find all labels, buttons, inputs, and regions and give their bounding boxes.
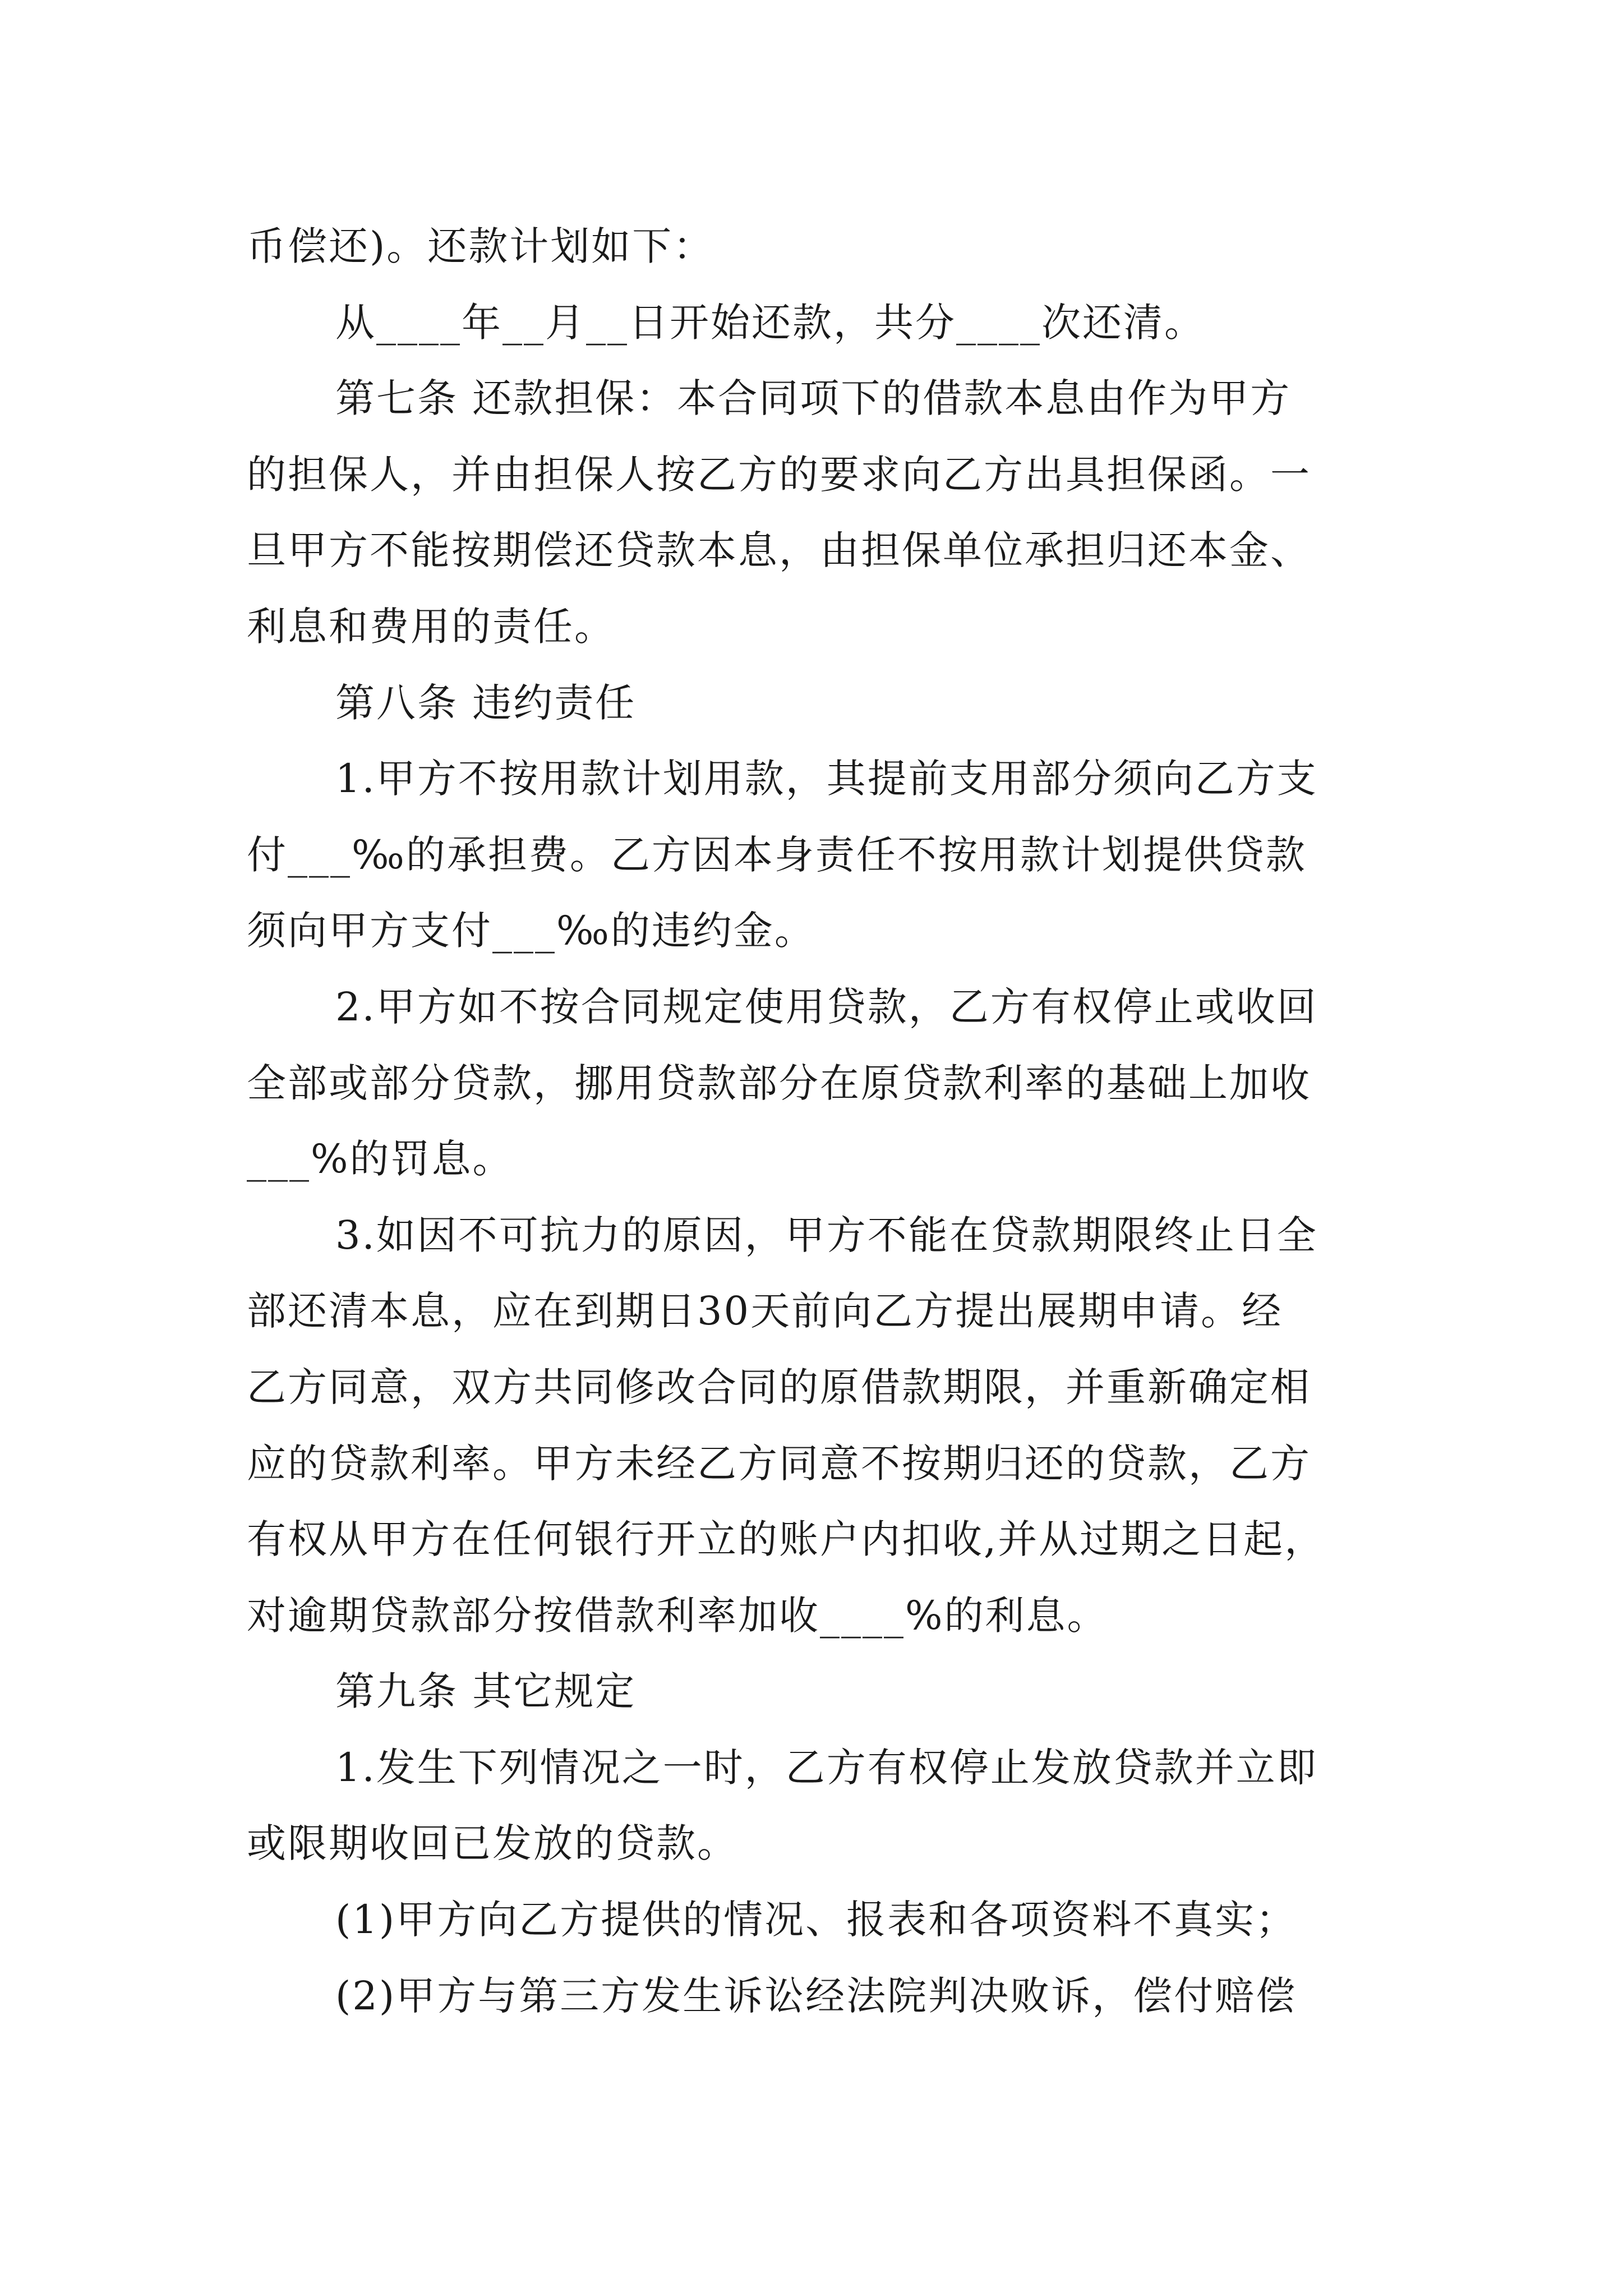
text-line: 3.如因不可抗力的原因，甲方不能在贷款期限终止日全	[335, 1212, 1318, 1258]
article-7-heading-line: 第七条 还款担保：本合同项下的借款本息由作为甲方	[335, 375, 1292, 422]
text-line: 全部或部分贷款，挪用贷款部分在原贷款利率的基础上加收	[247, 1060, 1311, 1106]
text-line: 应的贷款利率。甲方未经乙方同意不按期归还的贷款，乙方	[247, 1440, 1311, 1487]
text-line: 1.甲方不按用款计划用款，其提前支用部分须向乙方支	[335, 756, 1318, 802]
text-line: 须向甲方支付___‰的违约金。	[247, 908, 815, 954]
text-line: (1)甲方向乙方提供的情况、报表和各项资料不真实；	[335, 1897, 1297, 1943]
text-line: 从____年__月__日开始还款，共分____次还清。	[335, 299, 1205, 346]
text-line: 旦甲方不能按期偿还贷款本息，由担保单位承担归还本金、	[247, 527, 1311, 574]
text-line: 部还清本息，应在到期日30天前向乙方提出展期申请。经	[247, 1288, 1283, 1335]
text-line: 乙方同意，双方共同修改合同的原借款期限，并重新确定相	[247, 1364, 1311, 1410]
text-line: 的担保人，并由担保人按乙方的要求向乙方出具担保函。一	[247, 451, 1311, 498]
text-line: 或限期收回已发放的贷款。	[247, 1820, 738, 1867]
text-line: 1.发生下列情况之一时，乙方有权停止发放贷款并立即	[335, 1744, 1318, 1791]
article-8-heading: 第八条 违约责任	[335, 679, 637, 726]
article-9-heading: 第九条 其它规定	[335, 1668, 637, 1715]
text-line: 2.甲方如不按合同规定使用贷款，乙方有权停止或收回	[335, 983, 1318, 1030]
document-body	[247, 209, 1391, 2034]
text-line: 利息和费用的责任。	[247, 603, 615, 650]
text-line: (2)甲方与第三方发生诉讼经法院判决败诉，偿付赔偿	[335, 1972, 1297, 2019]
text-line: 有权从甲方在任何银行开立的账户内扣收,并从过期之日起，	[247, 1516, 1326, 1563]
text-line: ___%的罚息。	[247, 1136, 514, 1182]
text-line: 币偿还)。还款计划如下：	[247, 223, 714, 269]
text-line: 对逾期贷款部分按借款利率加收____%的利息。	[247, 1592, 1108, 1639]
text-line: 付___‰的承担费。乙方因本身责任不按用款计划提供贷款	[247, 831, 1307, 878]
